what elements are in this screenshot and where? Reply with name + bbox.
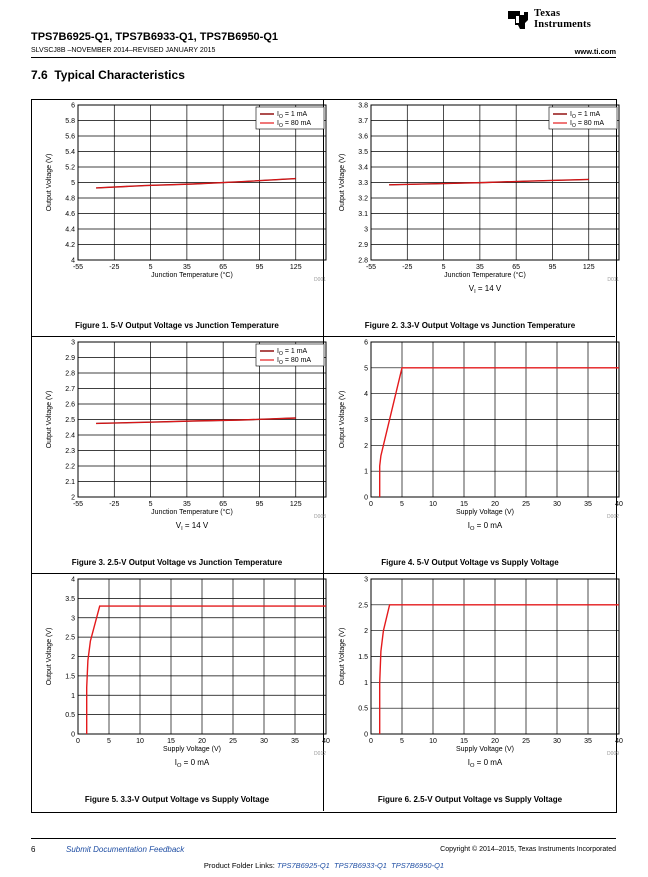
y-tick-label: 2.5 — [358, 602, 368, 610]
x-tick-label: 5 — [107, 738, 111, 745]
y-tick-label: 3.7 — [358, 118, 368, 125]
x-tick-label: -25 — [109, 264, 120, 271]
y-tick-label: 5.6 — [65, 133, 75, 141]
product-link[interactable]: TPS7B6925-Q1 — [276, 861, 330, 870]
x-tick-label: -55 — [72, 501, 84, 508]
x-tick-label: 15 — [167, 738, 175, 745]
figure-1-chart — [31, 99, 326, 336]
figure-4-caption: Figure 4. 5-V Output Voltage vs Supply Voltage — [381, 558, 559, 567]
figure-6-caption: Figure 6. 2.5-V Output Voltage vs Supply Voltage — [377, 795, 563, 804]
figure-2-caption: Figure 2. 3.3-V Output Voltage vs Junction Temperature — [364, 321, 576, 330]
y-tick-label: 2 — [71, 654, 75, 661]
y-axis-label: Output Voltage (V) — [339, 627, 346, 686]
figure-2-panel — [324, 99, 619, 336]
x-tick-label: 0 — [369, 738, 373, 745]
figure-5-panel — [31, 573, 330, 810]
folder-label: Product Folder Links: — [203, 861, 275, 870]
x-tick-label: 10 — [429, 738, 437, 745]
y-tick-label: 2.2 — [65, 463, 75, 471]
y-tick-label: 0 — [71, 731, 75, 739]
logo-line1: Texas — [534, 8, 561, 19]
figure-code: D012 — [314, 751, 326, 757]
figure-6-chart — [324, 573, 623, 810]
series-line — [96, 418, 296, 423]
x-tick-label: 65 — [512, 264, 521, 271]
figure-4-panel — [324, 336, 623, 573]
y-tick-label: 2.4 — [65, 432, 75, 440]
figure-code: D008 — [314, 514, 326, 520]
x-axis-label: Junction Temperature (°C) — [151, 509, 233, 516]
y-tick-label: 2.9 — [65, 355, 75, 362]
y-tick-label: 0 — [364, 494, 368, 502]
y-tick-label: 2.7 — [65, 386, 75, 393]
x-tick-label: 95 — [255, 264, 264, 271]
x-tick-label: 5 — [441, 264, 446, 271]
x-tick-label: 95 — [548, 264, 557, 271]
figure-code: D001 — [314, 277, 326, 283]
y-tick-label: 4.4 — [65, 226, 75, 234]
x-tick-label: 35 — [291, 738, 299, 745]
y-tick-label: 2.3 — [65, 448, 75, 455]
document-id: SLVSCJ8B –NOVEMBER 2014–REVISED JANUARY 2015 — [31, 47, 216, 54]
y-axis-label: Output Voltage (V) — [46, 390, 53, 449]
y-tick-label: 4 — [71, 257, 75, 265]
y-axis-label: Output Voltage (V) — [339, 153, 346, 212]
y-tick-label: 3.3 — [358, 180, 368, 187]
footer-rule — [31, 838, 616, 839]
figure-4-chart — [324, 336, 623, 573]
x-tick-label: 35 — [475, 264, 484, 271]
y-tick-label: 2.8 — [358, 257, 368, 265]
x-tick-label: 125 — [289, 501, 302, 508]
y-tick-label: 3 — [71, 615, 75, 623]
y-tick-label: 2.1 — [65, 479, 75, 486]
series-line — [389, 179, 589, 184]
figure-code: D009 — [607, 751, 619, 757]
x-tick-label: 15 — [460, 738, 468, 745]
y-tick-label: 3.6 — [358, 133, 368, 141]
y-tick-label: 2 — [364, 628, 368, 636]
logo-line2: Instruments — [534, 19, 592, 30]
ti-logo — [506, 6, 616, 36]
y-axis-label: Output Voltage (V) — [46, 153, 53, 212]
x-tick-label: 125 — [289, 264, 302, 271]
figure-5-caption: Figure 5. 3.3-V Output Voltage vs Supply Voltage — [84, 795, 270, 804]
website-link[interactable]: www.ti.com — [574, 47, 616, 56]
y-tick-label: 3 — [364, 576, 368, 584]
feedback-link[interactable]: Submit Documentation Feedback — [66, 845, 185, 854]
y-tick-label: 1 — [71, 692, 75, 700]
y-tick-label: 3.2 — [358, 195, 368, 203]
x-axis-label: Junction Temperature (°C) — [444, 272, 526, 279]
y-tick-label: 2 — [71, 494, 75, 502]
figure-code: D002 — [607, 514, 619, 520]
x-axis-label: Supply Voltage (V) — [456, 509, 514, 516]
y-tick-label: 3.5 — [358, 149, 368, 156]
copyright: Copyright © 2014–2015, Texas Instruments Incorporated — [440, 846, 616, 853]
x-tick-label: 5 — [400, 501, 404, 508]
x-tick-label: 5 — [400, 738, 404, 745]
x-tick-label: 0 — [369, 501, 373, 508]
product-link[interactable]: TPS7B6933-Q1 — [334, 861, 387, 870]
y-tick-label: 1 — [364, 468, 368, 476]
figure-code: D011 — [607, 277, 619, 283]
legend-label: $I_O = 80$ mA — [570, 120, 605, 129]
y-tick-label: 6 — [71, 102, 75, 110]
x-tick-label: 25 — [229, 738, 237, 745]
y-tick-label: 0 — [364, 731, 368, 739]
figure-3-caption: Figure 3. 2.5-V Output Voltage vs Junction Temperature — [71, 558, 283, 567]
figure-1-caption: Figure 1. 5-V Output Voltage vs Junction Temperature — [75, 321, 279, 330]
x-tick-label: 40 — [322, 738, 330, 745]
y-tick-label: 4.6 — [65, 211, 75, 218]
test-condition: $V_I = 14$ V — [468, 284, 502, 295]
test-condition: $I_O = 0$ mA — [174, 758, 210, 769]
x-tick-label: 65 — [219, 501, 228, 508]
y-tick-label: 3 — [364, 417, 368, 424]
y-tick-label: 4.8 — [65, 195, 75, 203]
y-tick-label: 1.5 — [358, 654, 368, 661]
figure-6-panel — [324, 573, 623, 810]
x-axis-label: Junction Temperature (°C) — [151, 272, 233, 279]
x-tick-label: 0 — [76, 738, 80, 745]
y-tick-label: 3 — [71, 339, 75, 347]
x-tick-label: 40 — [615, 501, 623, 508]
y-tick-label: 2.6 — [65, 401, 75, 409]
x-tick-label: 95 — [255, 501, 264, 508]
y-tick-label: 2.5 — [65, 634, 75, 642]
y-tick-label: 1 — [364, 679, 368, 687]
y-tick-label: 5.8 — [65, 118, 75, 125]
figure-3-panel — [31, 336, 326, 573]
y-tick-label: 3.8 — [358, 102, 368, 110]
y-tick-label: 3.1 — [358, 211, 368, 218]
y-tick-label: 5 — [364, 365, 368, 373]
x-tick-label: 25 — [522, 738, 530, 745]
header-rule — [31, 57, 616, 58]
page-number: 6 — [31, 845, 36, 854]
x-axis-label: Supply Voltage (V) — [456, 746, 514, 753]
x-tick-label: 65 — [219, 264, 228, 271]
y-tick-label: 2.5 — [65, 417, 75, 424]
x-tick-label: 30 — [553, 738, 561, 745]
y-tick-label: 2.8 — [65, 370, 75, 378]
y-axis-label: Output Voltage (V) — [46, 627, 53, 686]
x-tick-label: 30 — [260, 738, 268, 745]
x-tick-label: 125 — [582, 264, 595, 271]
series-line — [380, 605, 619, 734]
y-tick-label: 5.2 — [65, 164, 75, 172]
x-tick-label: 5 — [148, 264, 153, 271]
y-tick-label: 3 — [364, 226, 368, 234]
y-tick-label: 0.5 — [358, 705, 368, 713]
x-tick-label: 20 — [198, 738, 206, 745]
y-tick-label: 3.5 — [65, 595, 75, 603]
y-tick-label: 5 — [71, 180, 75, 187]
document-title: TPS7B6925-Q1, TPS7B6933-Q1, TPS7B6950-Q1 — [31, 31, 279, 43]
figure-2-chart — [324, 99, 619, 336]
x-tick-label: 35 — [584, 501, 592, 508]
series-line — [380, 368, 619, 497]
test-condition: $V_I = 14$ V — [175, 521, 209, 532]
ti-logo-icon — [506, 8, 530, 32]
x-tick-label: 40 — [615, 738, 623, 745]
legend-label: $I_O = 1$ mA — [570, 111, 601, 120]
y-tick-label: 2 — [364, 442, 368, 450]
y-tick-label: 4 — [71, 576, 75, 584]
figure-1-panel — [31, 99, 326, 336]
x-tick-label: -55 — [72, 264, 84, 271]
legend-label: $I_O = 80$ mA — [277, 357, 312, 366]
x-tick-label: 35 — [584, 738, 592, 745]
x-tick-label: 10 — [136, 738, 144, 745]
product-folder-links — [0, 861, 648, 870]
section-heading — [31, 68, 185, 82]
x-tick-label: 20 — [491, 501, 499, 508]
y-tick-label: 5.4 — [65, 149, 75, 156]
test-condition: $I_O = 0$ mA — [467, 758, 503, 769]
y-tick-label: 4 — [364, 391, 368, 399]
test-condition: $I_O = 0$ mA — [467, 521, 503, 532]
x-tick-label: 35 — [182, 501, 191, 508]
y-tick-label: 0.5 — [65, 712, 75, 720]
y-tick-label: 2.9 — [358, 242, 368, 249]
x-tick-label: -25 — [109, 501, 120, 508]
legend-label: $I_O = 1$ mA — [277, 111, 308, 120]
x-tick-label: 15 — [460, 501, 468, 508]
x-tick-label: 20 — [491, 738, 499, 745]
x-tick-label: 30 — [553, 501, 561, 508]
x-tick-label: -55 — [365, 264, 377, 271]
product-link[interactable]: TPS7B6950-Q1 — [391, 861, 445, 870]
y-axis-label: Output Voltage (V) — [339, 390, 346, 449]
y-tick-label: 3.4 — [358, 164, 368, 172]
section-title: Typical Characteristics — [54, 68, 185, 82]
section-number: 7.6 — [31, 68, 48, 82]
x-tick-label: 10 — [429, 501, 437, 508]
x-axis-label: Supply Voltage (V) — [163, 746, 221, 753]
x-tick-label: 35 — [182, 264, 191, 271]
figure-5-chart — [31, 573, 330, 810]
x-tick-label: 5 — [148, 501, 153, 508]
y-tick-label: 1.5 — [65, 673, 75, 681]
x-tick-label: -25 — [402, 264, 413, 271]
y-tick-label: 4.2 — [65, 242, 75, 249]
y-tick-label: 6 — [364, 339, 368, 347]
figure-3-chart — [31, 336, 326, 573]
legend-label: $I_O = 1$ mA — [277, 348, 308, 357]
x-tick-label: 25 — [522, 501, 530, 508]
legend-label: $I_O = 80$ mA — [277, 120, 312, 129]
